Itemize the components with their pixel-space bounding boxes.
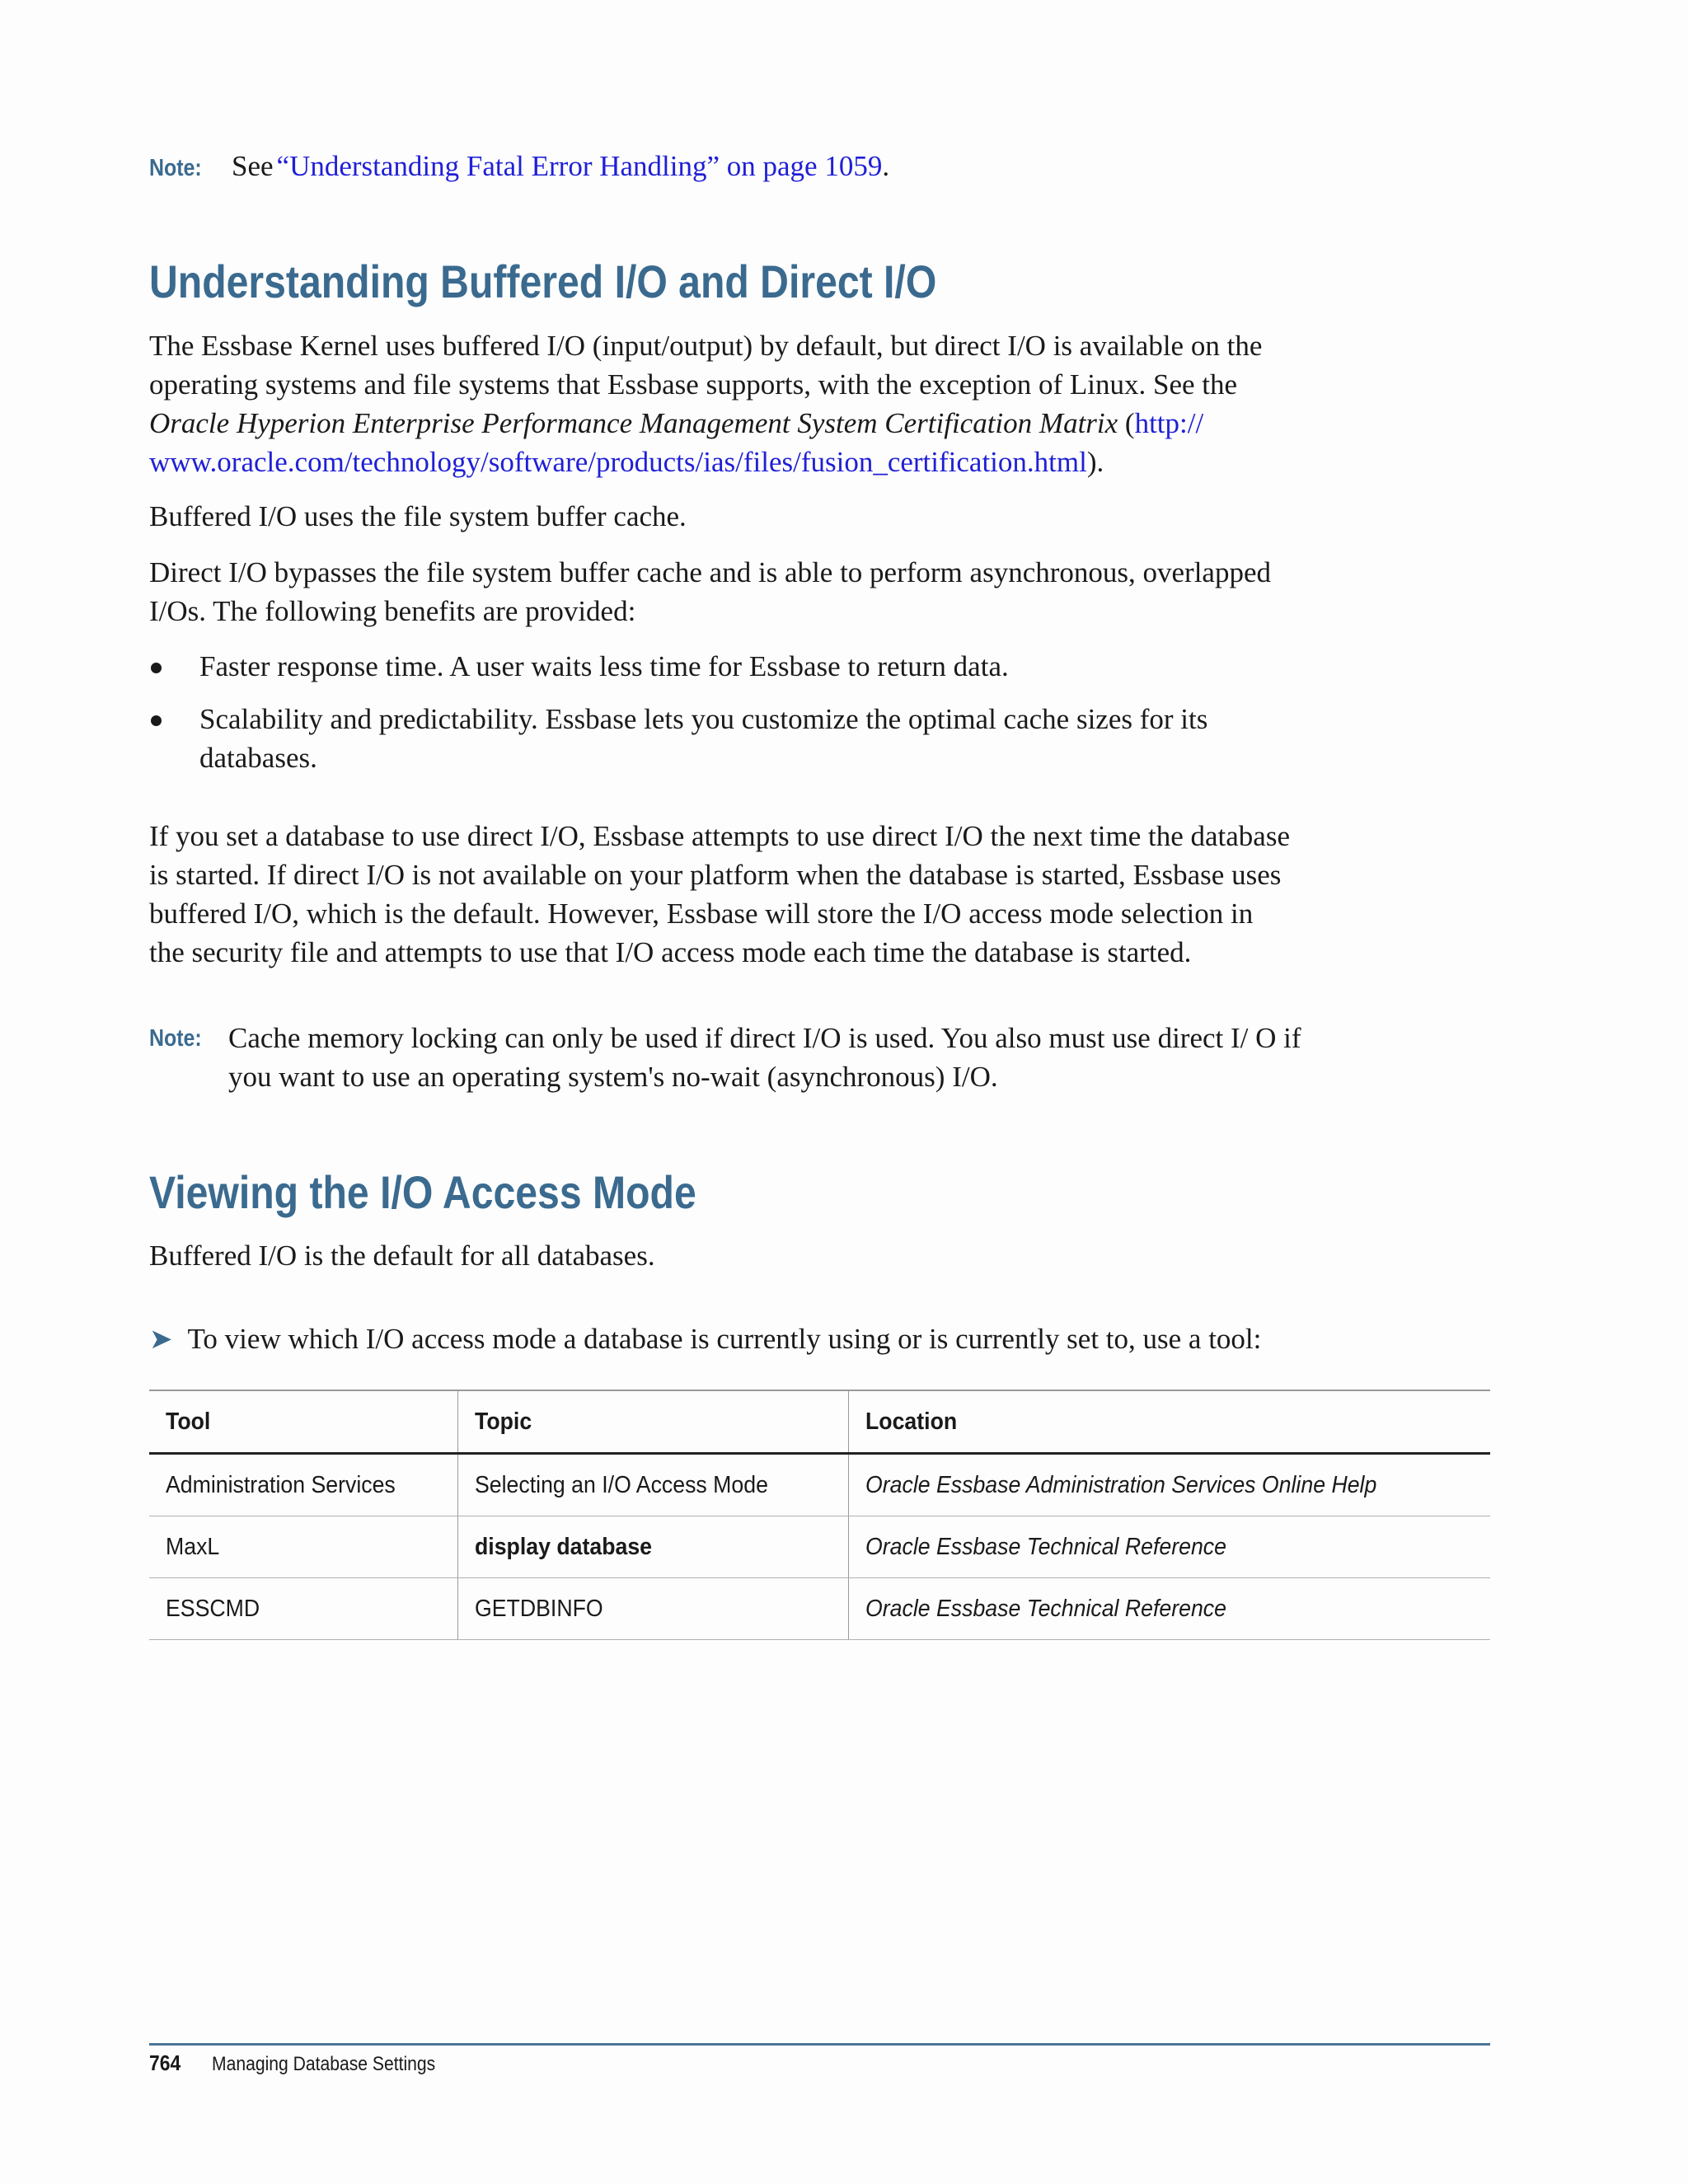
- paragraph-kernel-io: [149, 326, 1295, 481]
- note-end-punct: .: [882, 150, 890, 182]
- note-see-fatal-error: [149, 147, 889, 185]
- procedure-step: [149, 1319, 1261, 1359]
- note-cache-memory-locking: [149, 1019, 1320, 1096]
- para1-text-a: The Essbase Kernel uses buffered I/O (input/output) by default, but direct I/O is available on the operating systems and file systems that Essbase supports, with the exception of Linux. See the: [149, 330, 1263, 401]
- cell-topic: display database: [457, 1516, 848, 1578]
- certification-matrix-title: Oracle Hyperion Enterprise Performance Management System Certification Matrix: [149, 407, 1118, 439]
- list-item: [149, 700, 1304, 777]
- paragraph-direct-io: Direct I/O bypasses the file system buffer cache and is able to perform asynchronous, overlapped I/Os. The following benefits are provided:: [149, 556, 1271, 627]
- note-label: Note:: [149, 1025, 202, 1052]
- bullet-text: Scalability and predictability. Essbase lets you customize the optimal cache sizes for its databases.: [199, 703, 1208, 774]
- page-number: 764: [149, 2050, 181, 2075]
- cell-topic: Selecting an I/O Access Mode: [457, 1454, 848, 1516]
- arrow-right-icon: ➤: [149, 1323, 173, 1356]
- note-text: Cache memory locking can only be used if direct I/O is used. You also must use direct I/ O if you want to use an operating system's no-wait (asynchronous) I/O.: [228, 1022, 1301, 1093]
- column-header-tool: Tool: [149, 1390, 457, 1454]
- link-fatal-error-handling[interactable]: “Understanding Fatal Error Handling” on page 1059: [276, 150, 883, 182]
- cell-tool: MaxL: [149, 1516, 457, 1578]
- cell-location: Oracle Essbase Technical Reference: [848, 1516, 1490, 1578]
- tools-table: [149, 1390, 1490, 1640]
- list-item: [149, 647, 1320, 686]
- para1-text-c: ).: [1086, 446, 1104, 478]
- heading-viewing-io-access-mode: Viewing the I/O Access Mode: [149, 1166, 696, 1218]
- column-header-location: Location: [848, 1390, 1490, 1454]
- paragraph-buffered-io: Buffered I/O uses the file system buffer cache.: [149, 500, 687, 532]
- cell-tool: Administration Services: [149, 1454, 457, 1516]
- cell-tool: ESSCMD: [149, 1578, 457, 1640]
- para1-text-b: (: [1118, 407, 1135, 439]
- cell-location: Oracle Essbase Administration Services Online Help: [848, 1454, 1490, 1516]
- paragraph-buffered-default: Buffered I/O is the default for all databases.: [149, 1240, 655, 1272]
- page-footer: [149, 2050, 466, 2076]
- link-certification-url[interactable]: http:// www.oracle.com/technology/software/products/ias/files/fusion_certification.html: [149, 407, 1204, 478]
- bullet-list: [149, 647, 1320, 777]
- procedure-text: To view which I/O access mode a database is currently using or is currently set to, use a tool:: [187, 1323, 1262, 1355]
- table-row: [149, 1516, 1490, 1578]
- column-header-topic: Topic: [457, 1390, 848, 1454]
- bullet-icon: [151, 663, 162, 673]
- footer-rule: [149, 2043, 1490, 2046]
- heading-buffered-direct-io: Understanding Buffered I/O and Direct I/O: [149, 255, 937, 307]
- bullet-text: Faster response time. A user waits less time for Essbase to return data.: [199, 650, 1009, 682]
- footer-chapter-title: Managing Database Settings: [212, 2053, 436, 2075]
- paragraph-direct-io-setting: If you set a database to use direct I/O, Essbase attempts to use direct I/O the next time the database is started. If direct I/O is not available on your platform when the database is started, Essbase uses buffered I/O, which is the default. However, Essbase will store the I/O access mode selection in the security file and attempts to use that I/O access mode each time the database is started.: [149, 820, 1290, 968]
- table-row: [149, 1454, 1490, 1516]
- bullet-icon: [151, 715, 162, 726]
- cell-location: Oracle Essbase Technical Reference: [848, 1578, 1490, 1640]
- table-row: [149, 1578, 1490, 1640]
- note-label: Note:: [149, 155, 202, 181]
- cell-topic: GETDBINFO: [457, 1578, 848, 1640]
- table-header-row: [149, 1390, 1490, 1454]
- note-see-text: See: [232, 150, 274, 182]
